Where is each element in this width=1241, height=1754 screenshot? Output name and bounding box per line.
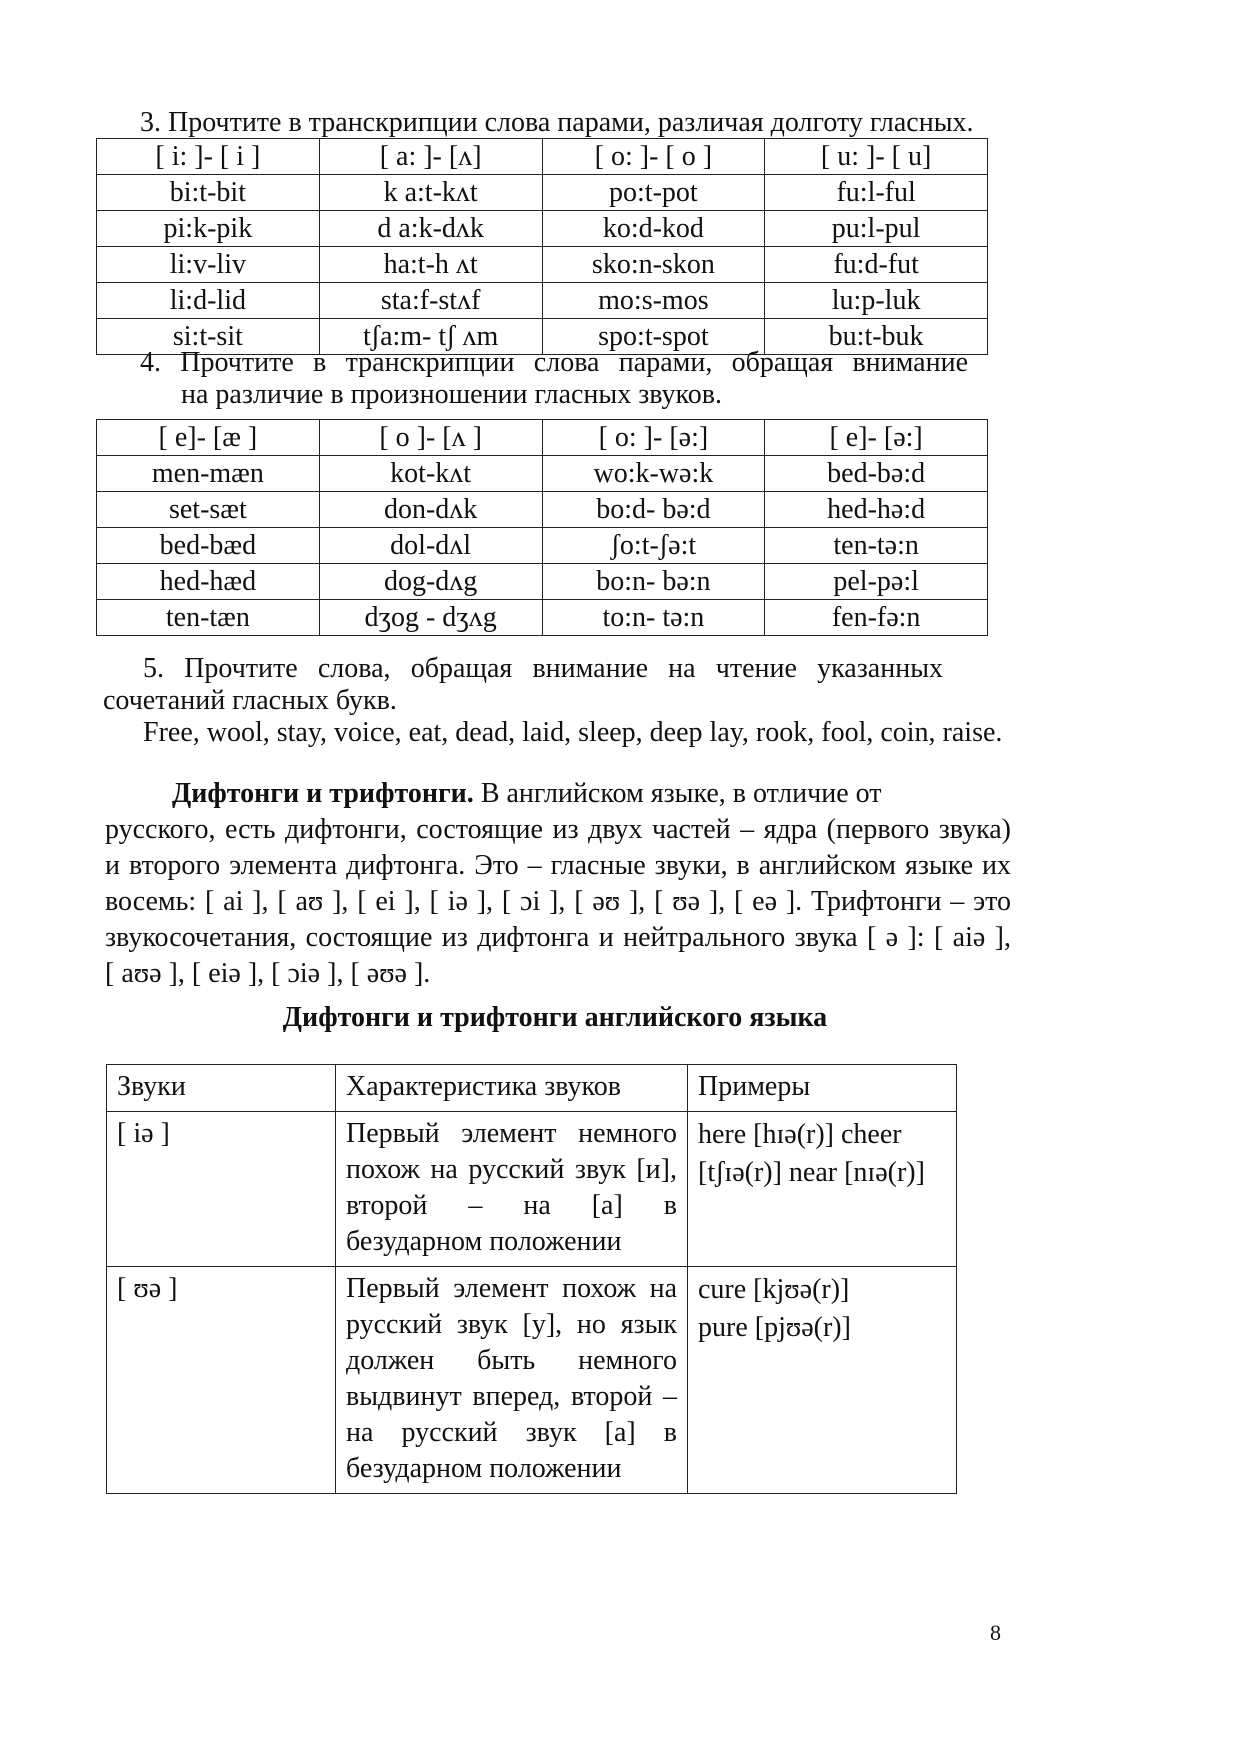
table-cell: [ o: ]- [ə:] bbox=[542, 420, 765, 456]
intro-line-1: русского, есть дифтонги, состоящие из двух частей – ядра (первого звука) bbox=[105, 814, 1011, 845]
table-cell: pi:k-pik bbox=[97, 211, 320, 247]
table-row bbox=[97, 283, 988, 319]
table-cell: don-dʌk bbox=[319, 492, 542, 528]
table-cell: to:n- tə:n bbox=[542, 600, 765, 636]
table-cell: dog-dʌg bbox=[319, 564, 542, 600]
table-row bbox=[97, 528, 988, 564]
table-cell: [ e]- [ə:] bbox=[765, 420, 988, 456]
diphthongs-intro bbox=[105, 776, 1011, 992]
table-cell: mo:s-mos bbox=[542, 283, 765, 319]
exercise-5-words: Free, wool, stay, voice, eat, dead, laid, sleep, deep lay, rook, fool, coin, raise. bbox=[143, 717, 1003, 748]
table-cell: fu:d-fut bbox=[765, 247, 988, 283]
table-cell: lu:p-luk bbox=[765, 283, 988, 319]
table-row bbox=[97, 247, 988, 283]
table-cell: pu:l-pul bbox=[765, 211, 988, 247]
table-cell: bed-bə:d bbox=[765, 456, 988, 492]
description-cell: Первый элемент немного похож на русский звук [и], второй – на [а] в безударном положении bbox=[336, 1112, 688, 1267]
table-cell: [ e]- [æ ] bbox=[97, 420, 320, 456]
exercise-5-title-line2: сочетаний гласных букв. bbox=[103, 685, 397, 716]
example-line: pure [pjʊə(r)] bbox=[698, 1312, 851, 1343]
table-cell: bo:n- bə:n bbox=[542, 564, 765, 600]
table-row bbox=[97, 211, 988, 247]
intro-line-2: и второго элемента дифтонга. Это – гласные звуки, в английском языке их bbox=[105, 850, 1011, 881]
table-cell: [ a: ]- [ʌ] bbox=[319, 139, 542, 175]
diphthong-table-title: Дифтонги и трифтонги английского языка bbox=[282, 1002, 828, 1033]
header-characteristics: Характеристика звуков bbox=[336, 1065, 688, 1112]
table-cell: ten-tə:n bbox=[765, 528, 988, 564]
table-cell: ko:d-kod bbox=[542, 211, 765, 247]
table-cell: bo:d- bə:d bbox=[542, 492, 765, 528]
table-cell: ʃo:t-ʃə:t bbox=[542, 528, 765, 564]
diphthong-table bbox=[106, 1064, 957, 1494]
table-cell: hed-hə:d bbox=[765, 492, 988, 528]
table-cell: dʒog - dʒʌg bbox=[319, 600, 542, 636]
header-examples: Примеры bbox=[688, 1065, 957, 1112]
table-row bbox=[107, 1112, 957, 1267]
table-cell: li:v-liv bbox=[97, 247, 320, 283]
intro-line-4: звукосочетания, состоящие из дифтонга и нейтрального звука [ ə ]: [ aiə ], bbox=[105, 922, 1011, 953]
exercise-4-title-line2: на различие в произношении гласных звуков. bbox=[181, 379, 722, 410]
sound-cell: [ iə ] bbox=[107, 1112, 336, 1267]
table-cell: spo:t-spot bbox=[542, 319, 765, 355]
exercise-3-title: 3. Прочтите в транскрипции слова парами, различая долготу гласных. bbox=[140, 107, 974, 138]
table-row bbox=[97, 600, 988, 636]
table-cell: pel-pə:l bbox=[765, 564, 988, 600]
table-cell: k a:t-kʌt bbox=[319, 175, 542, 211]
table-cell: dol-dʌl bbox=[319, 528, 542, 564]
ex3-header-row bbox=[97, 139, 988, 175]
description-cell: Первый элемент похож на русский звук [у], но язык должен быть немного выдвинут вперед, второй – на русский звук [а] в безударном положении bbox=[336, 1267, 688, 1494]
table-cell: li:d-lid bbox=[97, 283, 320, 319]
exercise-4-table bbox=[96, 419, 988, 636]
table-cell: ha:t-h ʌt bbox=[319, 247, 542, 283]
intro-line-3: восемь: [ ai ], [ aʊ ], [ ei ], [ iə ], [ ɔi ], [ əʊ ], [ ʊə ], [ eə ]. Трифтонги – это bbox=[105, 886, 1011, 917]
table-cell: [ o ]- [ʌ ] bbox=[319, 420, 542, 456]
intro-heading: Дифтонги и трифтонги. bbox=[172, 778, 474, 809]
intro-line-0: В английском языке, в отличие от bbox=[473, 778, 882, 809]
table-cell: bi:t-bit bbox=[97, 175, 320, 211]
table-cell: kot-kʌt bbox=[319, 456, 542, 492]
examples-cell bbox=[688, 1267, 957, 1494]
table-cell: bed-bæd bbox=[97, 528, 320, 564]
header-sounds: Звуки bbox=[107, 1065, 336, 1112]
example-line: [tʃɪə(r)] near [nɪə(r)] bbox=[698, 1157, 925, 1188]
table-cell: si:t-sit bbox=[97, 319, 320, 355]
ex4-header-row bbox=[97, 420, 988, 456]
table-cell: po:t-pot bbox=[542, 175, 765, 211]
exercise-3-table bbox=[96, 138, 988, 355]
example-line: cure [kjʊə(r)] bbox=[698, 1274, 850, 1305]
table-cell: sta:f-stʌf bbox=[319, 283, 542, 319]
table-cell: hed-hæd bbox=[97, 564, 320, 600]
table-cell: wo:k-wə:k bbox=[542, 456, 765, 492]
table-cell: fen-fə:n bbox=[765, 600, 988, 636]
table-row bbox=[107, 1267, 957, 1494]
table-row bbox=[97, 175, 988, 211]
intro-line-5: [ aʊə ], [ eiə ], [ ɔiə ], [ əʊə ]. bbox=[105, 958, 431, 989]
table-cell: sko:n-skon bbox=[542, 247, 765, 283]
examples-cell bbox=[688, 1112, 957, 1267]
table-row bbox=[97, 564, 988, 600]
diphthong-table-header bbox=[107, 1065, 957, 1112]
table-cell: set-sæt bbox=[97, 492, 320, 528]
table-cell: bu:t-buk bbox=[765, 319, 988, 355]
page-number: 8 bbox=[990, 1620, 1001, 1645]
sound-cell: [ ʊə ] bbox=[107, 1267, 336, 1494]
table-cell: [ u: ]- [ u] bbox=[765, 139, 988, 175]
table-cell: ten-tæn bbox=[97, 600, 320, 636]
table-cell: men-mæn bbox=[97, 456, 320, 492]
table-cell: [ i: ]- [ i ] bbox=[97, 139, 320, 175]
table-row bbox=[97, 492, 988, 528]
exercise-4-title-line1: 4. Прочтите в транскрипции слова парами, обращая внимание bbox=[140, 347, 968, 378]
exercise-5-title-line1: 5. Прочтите слова, обращая внимание на чтение указанных bbox=[143, 653, 943, 684]
table-cell: tʃa:m- tʃ ʌm bbox=[319, 319, 542, 355]
table-cell: [ o: ]- [ o ] bbox=[542, 139, 765, 175]
table-row bbox=[97, 456, 988, 492]
table-cell: d a:k-dʌk bbox=[319, 211, 542, 247]
example-line: here [hɪə(r)] cheer bbox=[698, 1119, 902, 1150]
table-cell: fu:l-ful bbox=[765, 175, 988, 211]
